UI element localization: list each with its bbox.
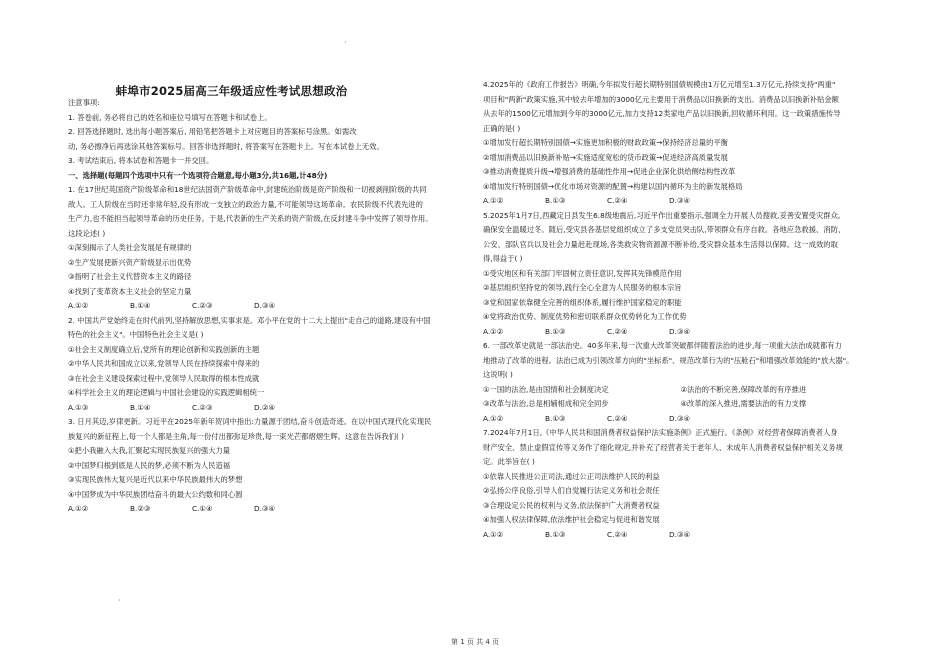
answer-choices bbox=[68, 401, 463, 416]
choice-b: B.①④ bbox=[130, 301, 151, 310]
answer-choices bbox=[483, 194, 878, 209]
option-line: ④科学社会主义的理论逻辑与中国社会建设的实践逻辑相统一 bbox=[68, 388, 265, 397]
question-5 bbox=[483, 209, 878, 340]
choice-c: C.②④ bbox=[607, 413, 628, 423]
option-line: ③实现民族伟大复兴是近代以来中华民族最伟大的梦想 bbox=[68, 475, 243, 484]
option-line: ②基层组织坚持党的领导,践行全心全意为人民服务的根本宗旨 bbox=[483, 283, 682, 292]
option: ①一国的法治,是由国情和社会制度决定 bbox=[483, 384, 609, 394]
answer-choices bbox=[483, 528, 878, 543]
stem-line: 6. 一部改革史就是一部法治史。40多年来,每一次重大改革突破都伴随着法治的进步,每一项重大法治成就都有力 bbox=[483, 341, 842, 350]
choice-b: B.②③ bbox=[130, 504, 151, 513]
question-6 bbox=[483, 339, 878, 426]
choice-c: C.②④ bbox=[607, 529, 628, 539]
option-line: ①把小我融入大我,汇聚起实现民族复兴的强大力量 bbox=[68, 446, 231, 455]
option-line: ①深刻揭示了人类社会发展是有规律的 bbox=[68, 243, 192, 252]
option-line: ③合理设定公民的权利与义务,依法保护广大消费者权益 bbox=[483, 500, 660, 510]
option-line: ②中国梦归根到底是人民的梦,必须不断为人民造福 bbox=[68, 460, 231, 470]
answer-choices bbox=[483, 325, 878, 340]
option-line: ①社会主义制度确立后,党所有的理论创新和实践创新的主题 bbox=[68, 344, 260, 354]
stem-line: 3. 日月其迈,岁律更新。习近平在2025年新年贺词中指出:力量源于团结,奋斗创造奇迹。在以中国式现代化实现民 bbox=[68, 417, 432, 426]
choice-b: B.①③ bbox=[545, 326, 566, 336]
stem-line: 从去年的1500亿元增加到今年的3000亿元,加力支持12类家电产品以旧换新,回收循环利用。这一政策措施传导 bbox=[483, 109, 841, 118]
option-line: ④增加发行特别国债→优化市场对资源的配置→构建以国内循环为主的新发展格局 bbox=[483, 181, 743, 191]
note-line: 3. 考试结束后, 将本试卷和答题卡一并交回。 bbox=[68, 156, 214, 165]
stem-line: 2. 中国共产党始终走在时代前列,坚持解放思想,实事求是。邓小平在党的十二大上提出"走自己的道路,建设有中国 bbox=[68, 315, 431, 325]
choice-d: D.③④ bbox=[669, 326, 691, 336]
stem-line: 5.2025年1月7日,西藏定日县发生6.8级地震后,习近平作出重要指示,强调全力开展人员搜救,妥善安置受灾群众, bbox=[483, 210, 841, 220]
notes-header: 注意事项: bbox=[68, 98, 100, 107]
option-line: ③指明了社会主义代替资本主义的路径 bbox=[68, 272, 192, 281]
choice-b: B.①③ bbox=[545, 413, 566, 423]
option-line: ③党和国家依靠健全完善的组织体系,履行维护国家稳定的职能 bbox=[483, 297, 682, 307]
question-1 bbox=[68, 183, 463, 314]
question-4 bbox=[483, 78, 878, 209]
stem-line: 这说明( ) bbox=[483, 370, 513, 379]
stem-line: 正确的是( ) bbox=[483, 123, 521, 133]
choice-d: D.③④ bbox=[669, 529, 691, 539]
option-line: ①增加发行超长期特别国债→实施更加积极的财政政策→保持经济总量的平衡 bbox=[483, 138, 728, 147]
option-line: ④党将政治优势、制度优势和密切联系群众优势转化为工作优势 bbox=[483, 312, 687, 321]
note-line: 动, 务必擦净后再选涂其他答案标号。回答非选择题时, 将答案写在答题卡上。写在本试卷上无效。 bbox=[68, 141, 384, 151]
option-line: ④中国梦成为中华民族团结奋斗的最大公约数和同心圆 bbox=[68, 489, 243, 499]
choice-a: A.①② bbox=[68, 504, 89, 513]
answer-choices bbox=[483, 412, 878, 427]
stem-line: 公安、部队官兵以及社会力量赶赴现场,各类救灾物资源源不断补给,受灾群众基本生活得以保障。这一成效的取 bbox=[483, 239, 838, 249]
scan-dot-top: · bbox=[344, 38, 347, 47]
question-2 bbox=[68, 314, 463, 416]
choice-a: A.①② bbox=[68, 301, 89, 310]
stem-line: 项目和"两新"政策实施,其中较去年增加的3000亿元主要用于消费品以旧换新的支出。消费品以旧换新补贴金额 bbox=[483, 94, 839, 104]
stem-line: 1. 在17世纪英国资产阶级革命和18世纪法国资产阶级革命中,封建统治阶级是资产阶级和一切被剥削阶级的共同 bbox=[68, 185, 427, 194]
choice-c: C.②③ bbox=[192, 301, 213, 310]
option: ②法治的不断完善,保障改革的有序推进 bbox=[680, 384, 807, 394]
stem-line: 敌人。工人阶级在当时还非常年轻,没有形成一支独立的政治力量,不可能领导这场革命。农民阶级不代表先进的 bbox=[68, 199, 423, 209]
question-7 bbox=[483, 426, 878, 542]
option-line: ②增加消费品以旧换新补贴→实施适度宽松的货币政策→促进经济高质量发展 bbox=[483, 152, 728, 162]
stem-line: 得,得益于( ) bbox=[483, 254, 523, 263]
stem-line: 特色的社会主义"。中国特色社会主义是( ) bbox=[68, 330, 204, 339]
note-line: 2. 回答选择题时, 选出每小题答案后, 用铅笔把答题卡上对应题目的答案标号涂黑。如需改 bbox=[68, 127, 357, 136]
stem-line: 财产安全、禁止虚假宣传等义务作了细化规定,并补充了经营者关于老年人、未成年人消费者权益保护相关义务规 bbox=[483, 442, 843, 452]
choice-c: C.②③ bbox=[192, 402, 213, 412]
question-3 bbox=[68, 415, 463, 517]
option-line: ④加强人权法律保障,依法维护社会稳定与促进和谐发展 bbox=[483, 515, 660, 524]
choice-a: A.①③ bbox=[68, 402, 89, 412]
option-line: ①受灾地区和有关部门牢固树立责任意识,发挥其先锋模范作用 bbox=[483, 268, 682, 278]
stem-line: 7.2024年7月1日,《中华人民共和国消费者权益保护法实施条例》正式施行。《条例》对经营者保障消费者人身 bbox=[483, 428, 838, 437]
option-line: ②弘扬公序良俗,引导人们自觉履行法定义务和社会责任 bbox=[483, 486, 660, 495]
choice-d: D.③④ bbox=[669, 413, 691, 423]
choice-b: B.①③ bbox=[545, 529, 566, 539]
choice-d: D.②④ bbox=[254, 402, 276, 412]
option-line: ①依靠人民推进公正司法,通过公正司法维护人民的利益 bbox=[483, 471, 660, 481]
section-title: 一、选择题(每题四个选项中只有一个选项符合题意,每小题3分,共16题,计48分) bbox=[68, 170, 328, 180]
choice-d: D.③④ bbox=[669, 196, 691, 205]
stem-line: 地推动了改革的进程。法治已成为引领改革方向的"坐标系"、规范改革行为的"压舱石"和增强改革效能的"放大器"。 bbox=[483, 355, 854, 365]
right-column bbox=[483, 78, 878, 542]
option-line: ②生产发展使新兴资产阶级显示出优势 bbox=[68, 257, 192, 267]
stem-line: 定。此举旨在( ) bbox=[483, 457, 535, 466]
option-line: ③在社会主义建设探索过程中,党领导人民取得的根本性成就 bbox=[68, 373, 260, 383]
exam-title: 蚌埠市2025届高三年级适应性考试思想政治 bbox=[115, 84, 348, 98]
option: ④改革的深入推进,需要法治的有力支撑 bbox=[680, 399, 807, 408]
choice-a: A.①② bbox=[483, 196, 504, 205]
choice-a: A.①② bbox=[483, 326, 504, 336]
choice-d: D.③④ bbox=[254, 301, 276, 310]
stem-line: 确保安全温暖过冬。随后,受灾县各基层党组织成立了多支党员突击队,带领群众有序自救。各地应急救援、消防、 bbox=[483, 225, 846, 234]
answer-choices bbox=[68, 502, 463, 517]
choice-c: C.②④ bbox=[607, 326, 628, 336]
choice-b: B.①③ bbox=[545, 196, 566, 205]
option-line: ④找到了变革资本主义社会的坚定力量 bbox=[68, 286, 192, 296]
option-line: ②中华人民共和国成立以来,党领导人民在持续探索中得来的 bbox=[68, 359, 260, 368]
stem-line: 族复兴的新征程上,每一个人都是主角,每一份付出都弥足珍贵,每一束光芒都熠熠生辉。这意在告诉我们( ) bbox=[68, 431, 405, 441]
stem-line: 这段论述( ) bbox=[68, 228, 106, 238]
answer-choices bbox=[68, 299, 463, 314]
option-row bbox=[483, 383, 878, 398]
choice-d: D.③④ bbox=[254, 504, 276, 513]
option-line: ③推动消费提质升级→增强消费的基础性作用→促进企业深化供给侧结构性改革 bbox=[483, 167, 736, 176]
note-line: 1. 答卷前, 务必将自己的姓名和座位号填写在答题卡和试卷上。 bbox=[68, 112, 272, 122]
left-column bbox=[68, 78, 463, 517]
page-footer: 第 1 页 共 4 页 bbox=[450, 638, 500, 646]
option-row bbox=[483, 397, 878, 412]
stem-line: 生产力,也不能担当起领导革命的历史任务。于是,代表新的生产关系的资产阶级,在反封建斗争中发挥了领导作用。 bbox=[68, 214, 433, 223]
choice-b: B.①④ bbox=[130, 402, 151, 412]
choice-a: A.①② bbox=[483, 413, 504, 423]
scan-dot-bottom: · bbox=[118, 596, 121, 605]
choice-c: C.②④ bbox=[607, 196, 628, 205]
stem-line: 4.2025年的《政府工作报告》明确,今年拟发行超长期特别国债规模由1万亿元增至1.3万亿元,持续支持"两重" bbox=[483, 80, 836, 89]
option: ③改革与法治,总是相辅相成和完全同步 bbox=[483, 399, 609, 408]
choice-a: A.①② bbox=[483, 529, 504, 539]
choice-c: C.①④ bbox=[192, 504, 213, 513]
